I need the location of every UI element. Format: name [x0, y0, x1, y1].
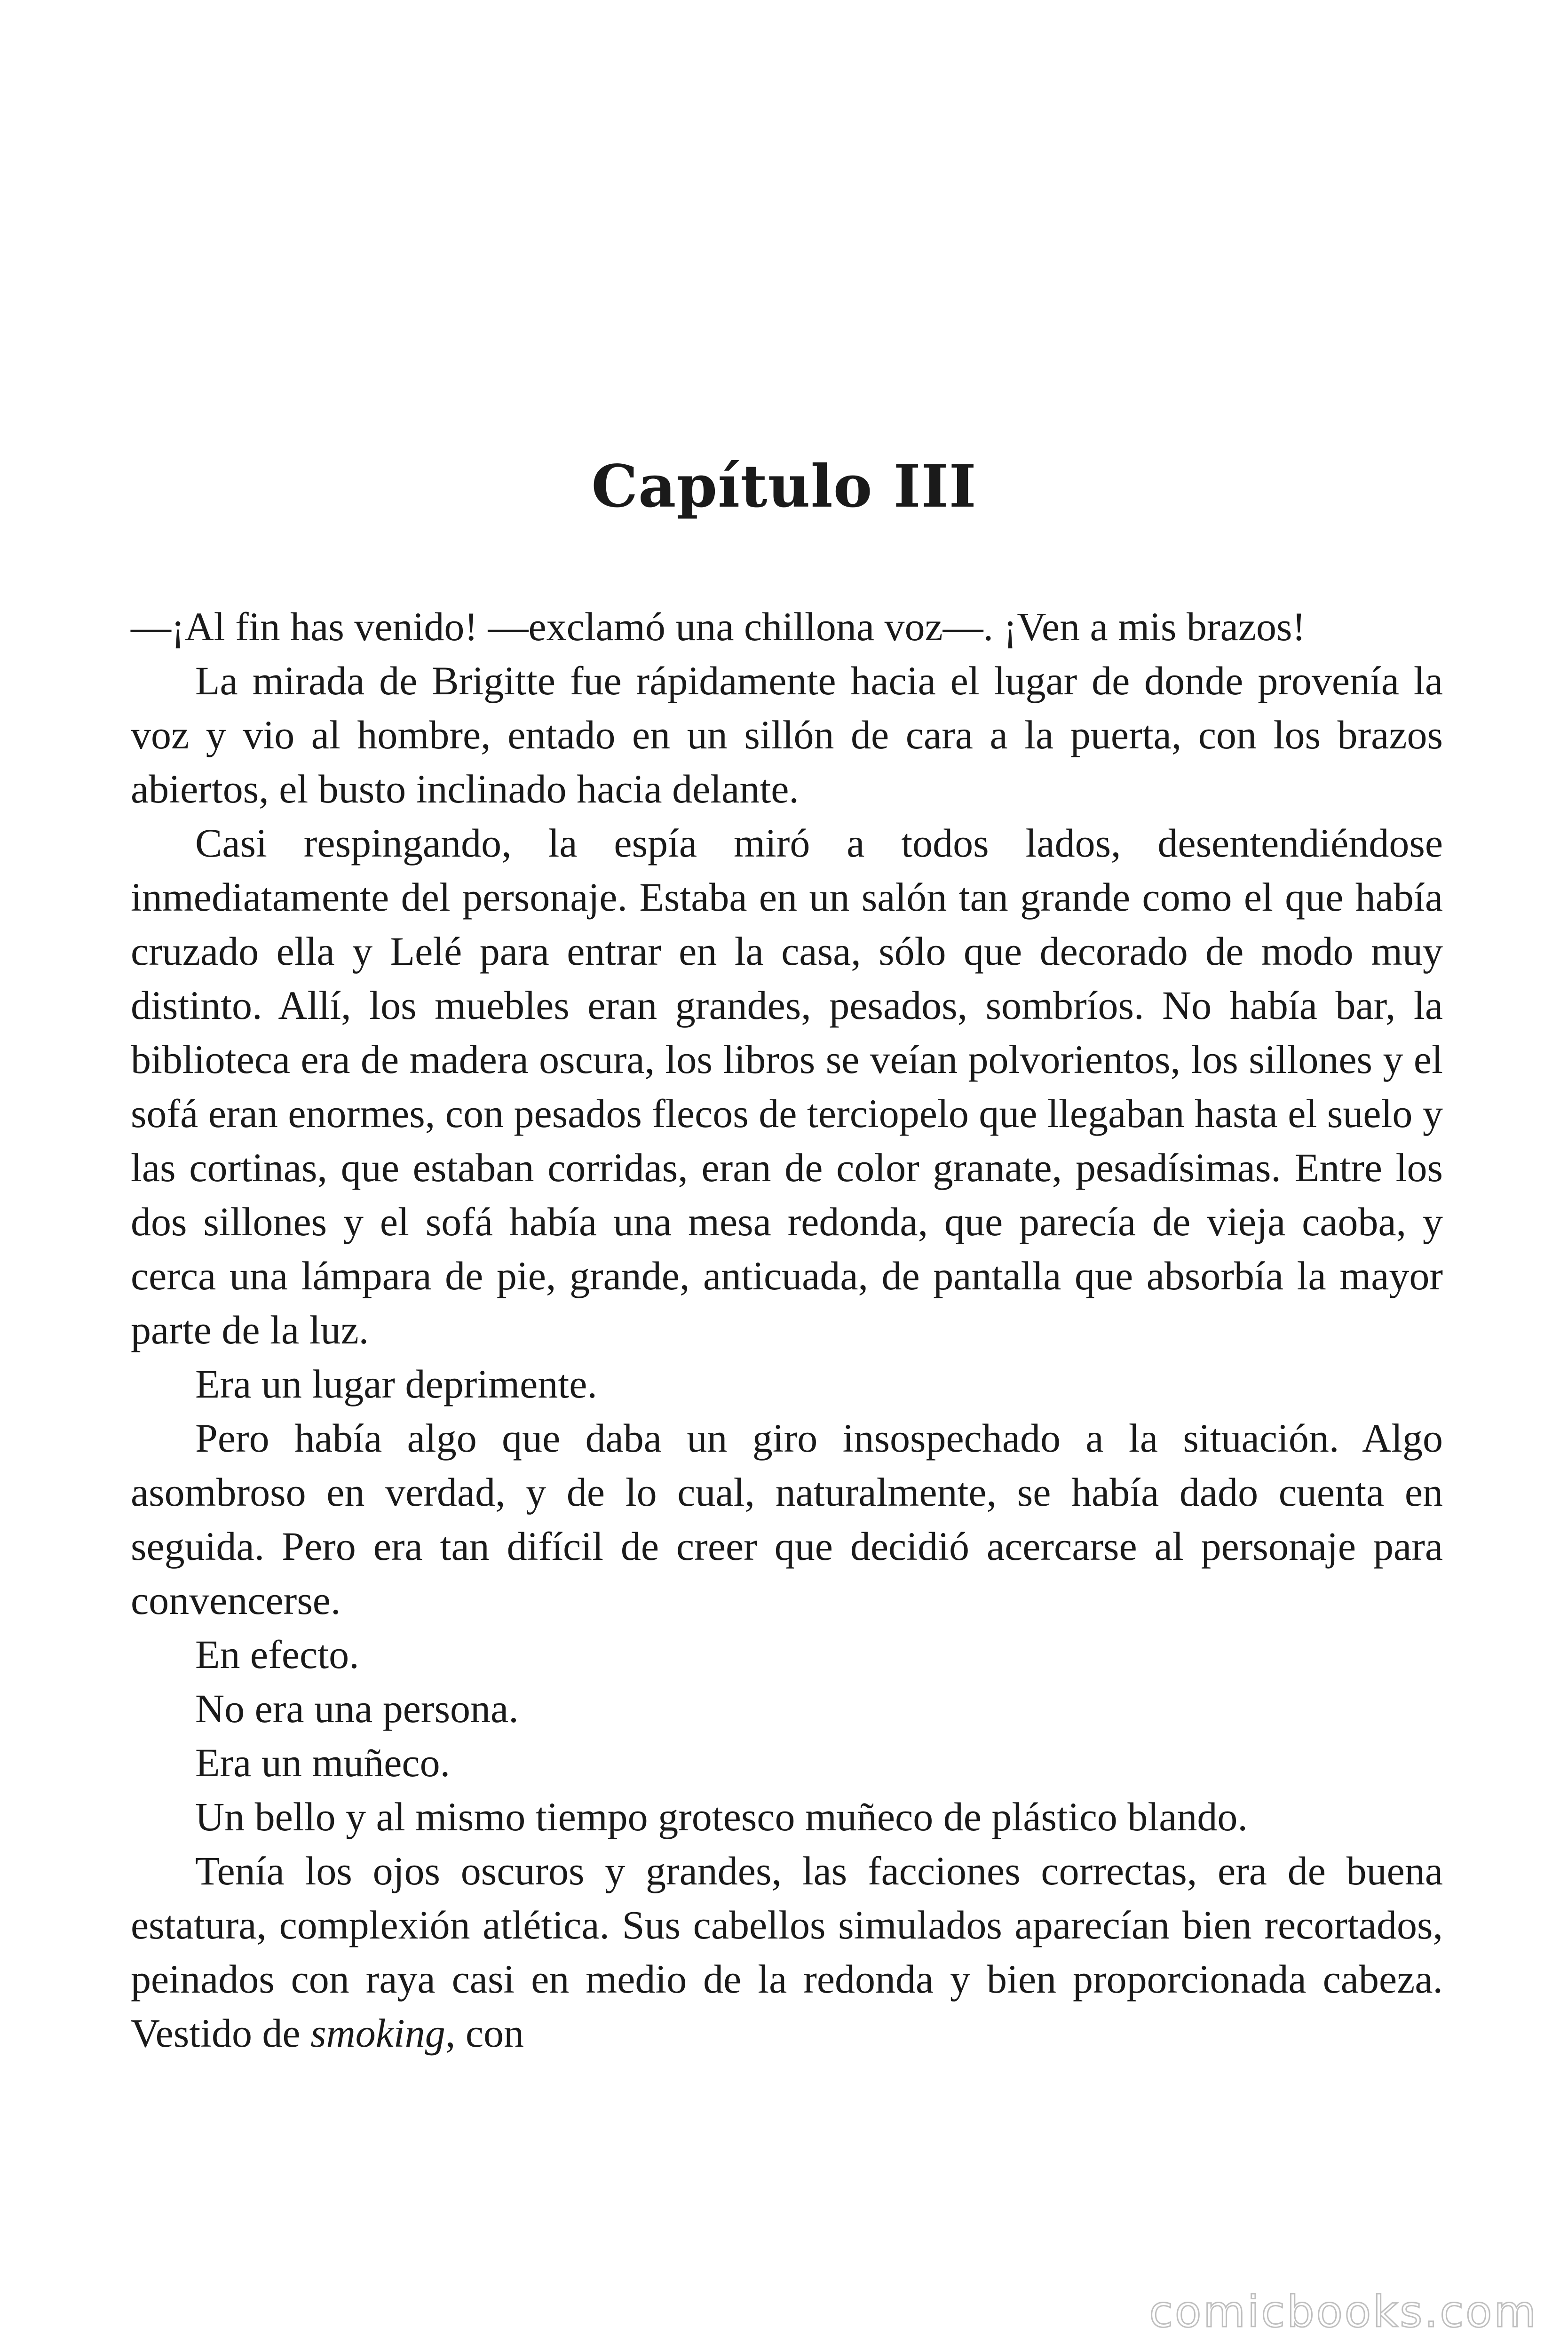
watermark-text: comicbooks.com	[1149, 2287, 1538, 2337]
paragraph-7: No era una persona.	[195, 1686, 519, 1731]
paragraph-5: Pero había algo que daba un giro insospechado a la situación. Algo asombroso en verdad, y de lo cual, naturalmente, se había dado cuenta en seguida. Pero era tan difícil de creer que decidió acercarse al personaje para convencerse.	[131, 1415, 1443, 1623]
paragraph-10-text-before: Tenía los ojos oscuros y grandes, las facciones correctas, era de buena estatura, complexión atlética. Sus cabellos simulados aparecían bien recortados, peinados con raya casi en medio de la redonda y bien proporcionada cabeza. Vestido de	[131, 1848, 1443, 2056]
paragraph-9: Un bello y al mismo tiempo grotesco muñeco de plástico blando.	[195, 1794, 1248, 1839]
chapter-title: Capítulo III	[591, 453, 977, 521]
paragraph-10-italic-word: smoking	[310, 2010, 445, 2056]
paragraph-2: La mirada de Brigitte fue rápidamente hacia el lugar de donde provenía la voz y vio al hombre, entado en un sillón de cara a la puerta, con los brazos abiertos, el busto inclinado hacia delante.	[131, 658, 1443, 811]
paragraph-3: Casi respingando, la espía miró a todos lados, desentendiéndose inmediatamente del personaje. Estaba en un salón tan grande como el que había cruzado ella y Lelé para entrar en la casa, sólo que decorado de modo muy distinto. Allí, los muebles eran grandes, pesados, sombríos. No había bar, la biblioteca era de madera oscura, los libros se veían polvorientos, los sillones y el sofá eran enormes, con pesados flecos de terciopelo que llegaban hasta el suelo y las cortinas, que estaban corridas, eran de color granate, pesadísimas. Entre los dos sillones y el sofá había una mesa redonda, que parecía de vieja caoba, y cerca una lámpara de pie, grande, anticuada, de pantalla que absorbía la mayor parte de la luz.	[131, 820, 1443, 1352]
paragraph-1: —¡Al fin has venido! —exclamó una chillona voz—. ¡Ven a mis brazos!	[131, 604, 1306, 649]
paragraph-8: Era un muñeco.	[195, 1740, 451, 1785]
chapter-body	[131, 600, 1443, 2060]
paragraph-6: En efecto.	[195, 1632, 359, 1677]
paragraph-4: Era un lugar deprimente.	[195, 1361, 597, 1406]
paragraph-10-text-after: , con	[445, 2010, 524, 2056]
paragraph-10	[131, 1844, 1443, 2060]
